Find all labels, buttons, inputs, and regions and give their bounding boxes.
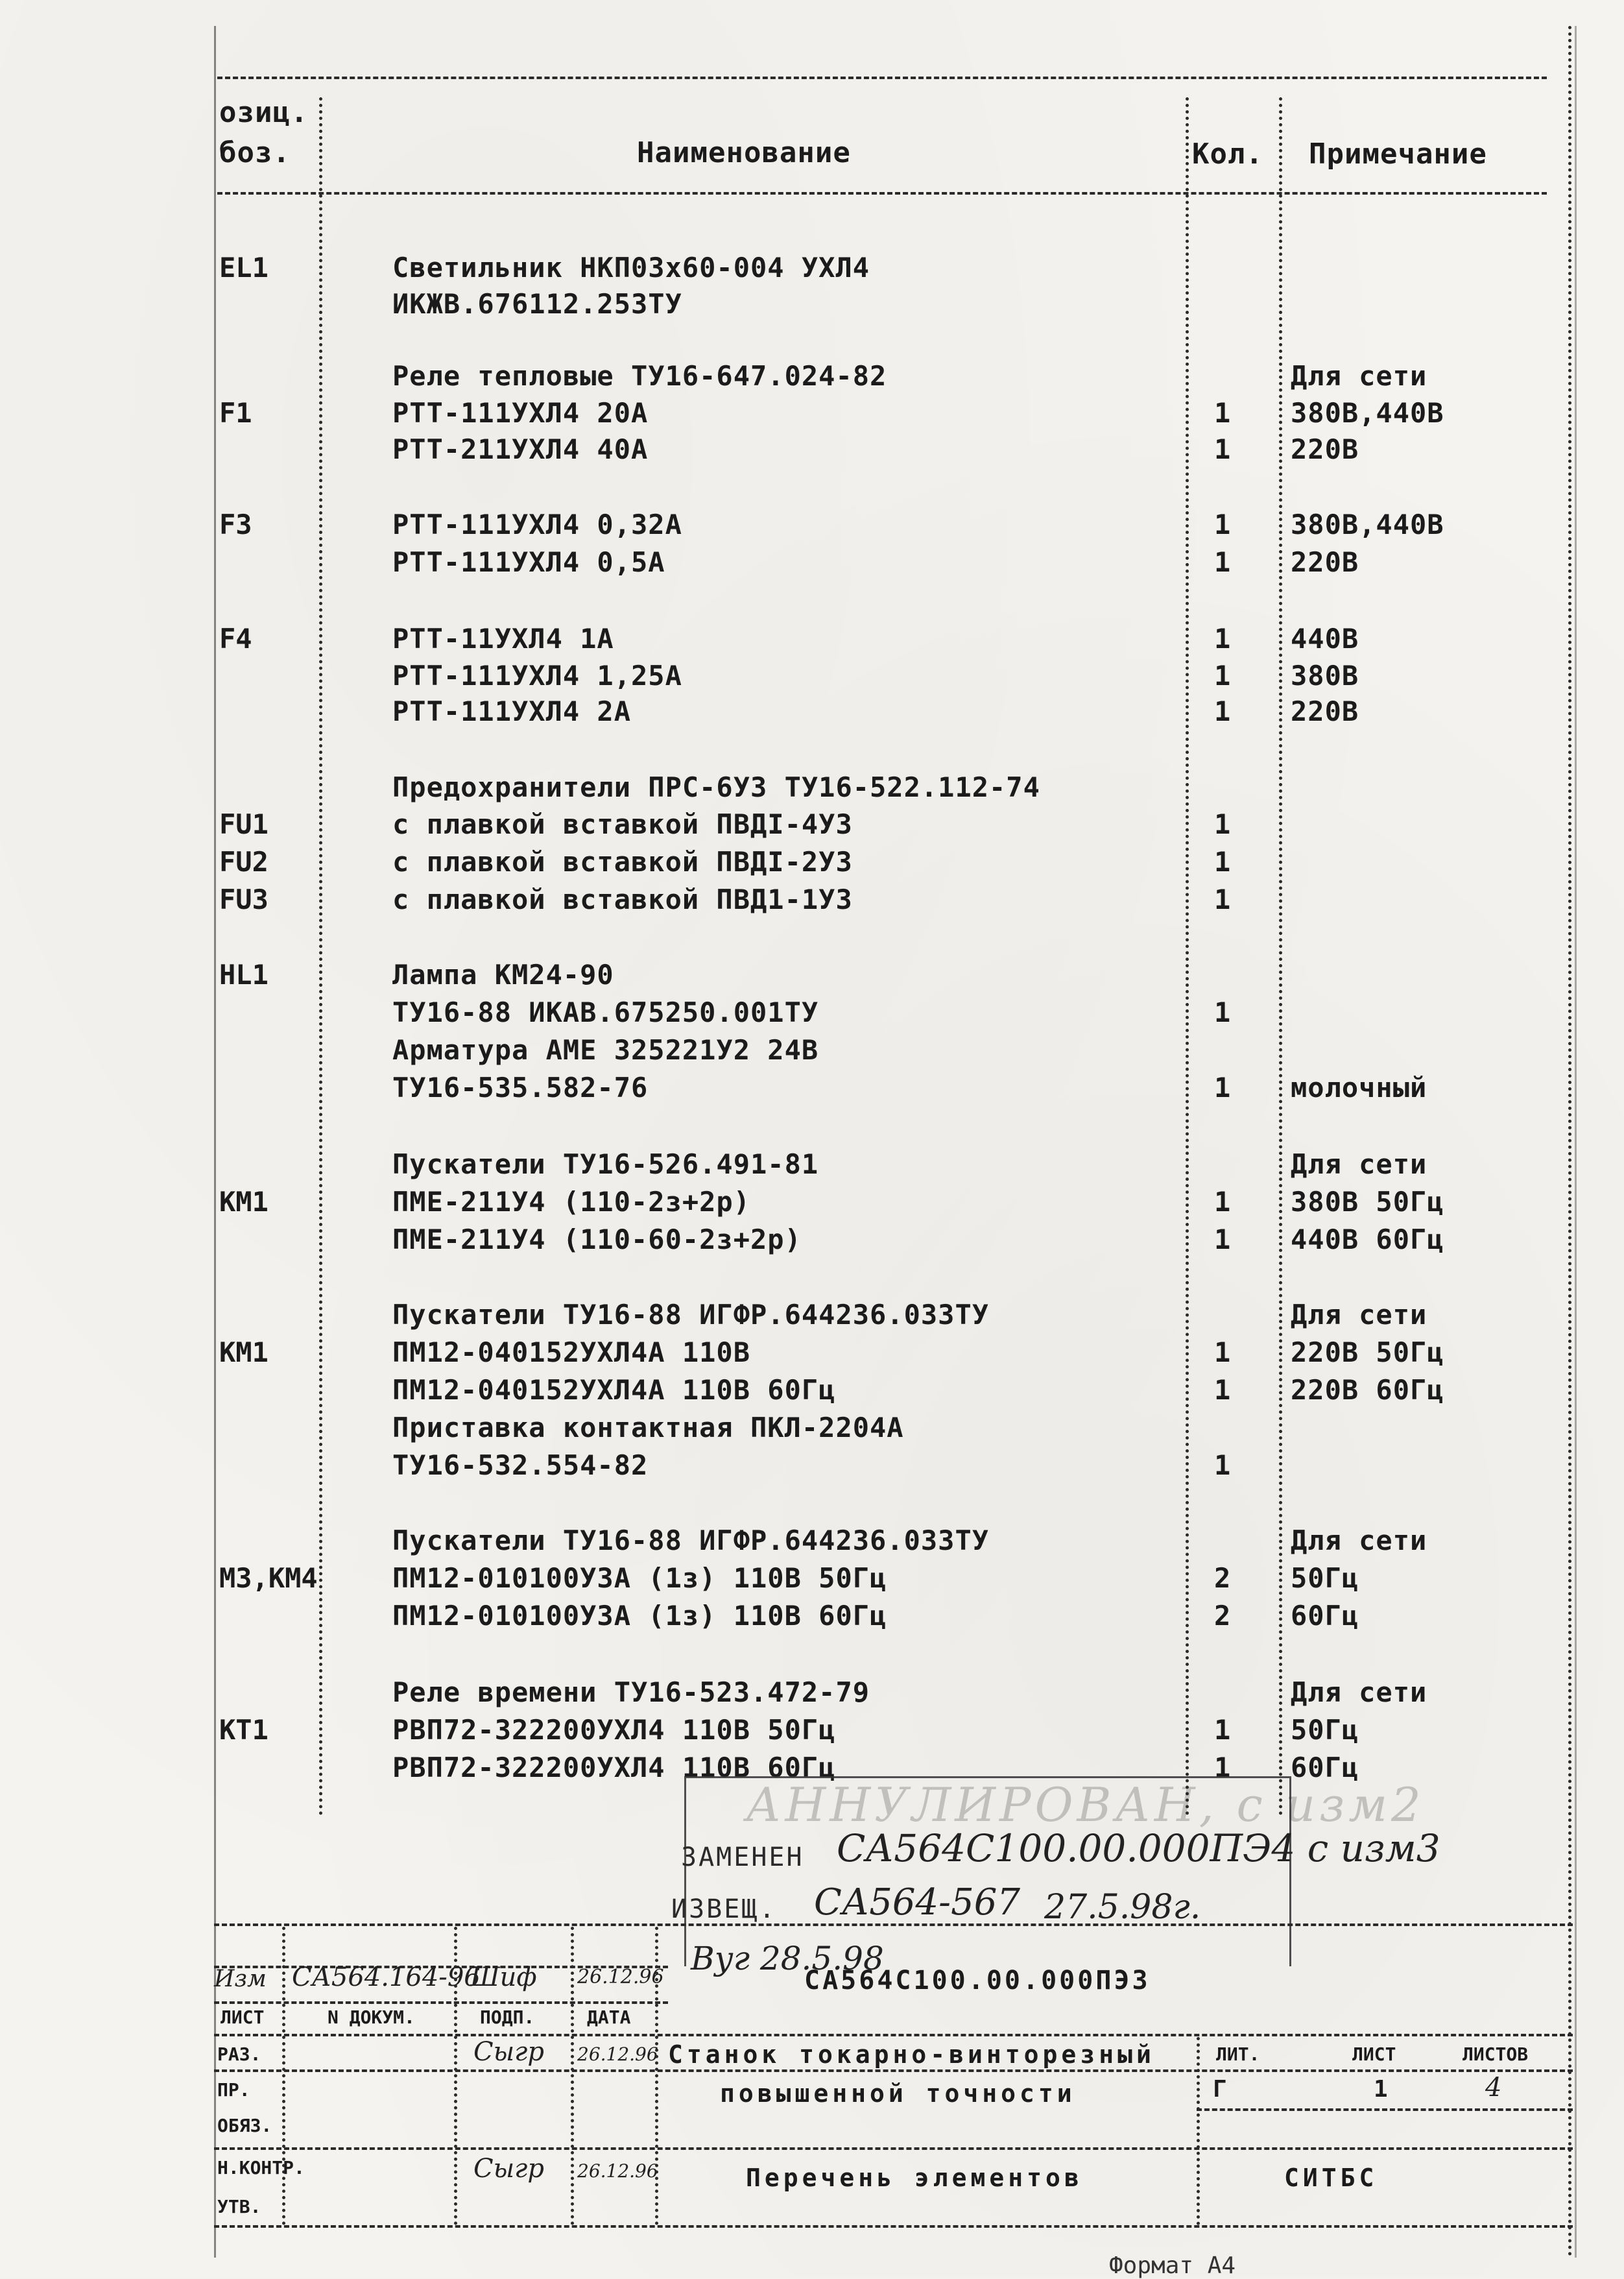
- row-name: Предохранители ПРС-6УЗ ТУ16-522.112-74: [392, 771, 1040, 803]
- divider-qty-note: [1279, 97, 1282, 1816]
- row-name: с плавкой вставкой ПВДI-2УЗ: [392, 846, 853, 878]
- tb-label-doc: N ДОКУМ.: [328, 2007, 415, 2028]
- row-quantity: 1: [1214, 1714, 1231, 1746]
- row-name: с плавкой вставкой ПВД1-1УЗ: [392, 884, 853, 915]
- row-quantity: 2: [1214, 1562, 1231, 1594]
- row-name: ТУ16-532.554-82: [392, 1449, 649, 1481]
- row-position: FU2: [219, 846, 269, 878]
- stamp-notice-date: 27.5.98г.: [1044, 1888, 1201, 1927]
- row-name: Лампа КМ24-90: [392, 959, 614, 991]
- tb-dev-sign: Сыгр: [473, 2037, 545, 2067]
- format-label: Формат А4: [1109, 2252, 1236, 2279]
- tb-sheets-value: 4: [1485, 2073, 1502, 2103]
- row-note: 220В: [1291, 546, 1359, 578]
- top-rule: [217, 77, 1547, 79]
- row-position: EL1: [219, 252, 269, 283]
- row-quantity: 1: [1214, 397, 1231, 429]
- row-position: HL1: [219, 959, 269, 991]
- row-note: Для сети: [1291, 360, 1427, 392]
- tb-sheet-label: ЛИСТ: [1352, 2044, 1396, 2065]
- row-note: 50Гц: [1291, 1562, 1359, 1594]
- row-quantity: 1: [1214, 546, 1231, 578]
- header-pos-line1: озиц.: [219, 96, 309, 129]
- row-quantity: 1: [1214, 1072, 1231, 1103]
- titleblock-lit-rule: [1197, 2108, 1573, 2111]
- row-name: ТУ16-535.582-76: [392, 1072, 649, 1103]
- tb-role-check: ПР.: [217, 2079, 250, 2101]
- stamp-replaced-label: ЗАМЕНЕН: [681, 1842, 804, 1872]
- titleblock-row-rule-1: [214, 2069, 1573, 2072]
- tb-title-line2: повышенной точности: [720, 2079, 1076, 2108]
- row-quantity: 1: [1214, 509, 1231, 540]
- row-name: ПМЕ-211У4 (110-60-2з+2р): [392, 1224, 802, 1255]
- tb-sheet-value: 1: [1374, 2076, 1388, 2103]
- row-quantity: 1: [1214, 1374, 1231, 1406]
- row-name: ПМ12-010100УЗА (1з) 110В 60Гц: [392, 1600, 887, 1632]
- row-name: Светильник НКП03х60-004 УХЛ4: [392, 252, 870, 283]
- row-quantity: 1: [1214, 1336, 1231, 1368]
- row-note: 440В 60Гц: [1291, 1224, 1444, 1255]
- row-note: молочный: [1291, 1072, 1427, 1103]
- titleblock-top-rule: [214, 1923, 1573, 1926]
- titleblock-bottom-rule: [214, 2225, 1573, 2228]
- tb-divider-1: [282, 1927, 285, 2225]
- row-position: FU3: [219, 884, 269, 915]
- divider-name-qty: [1186, 97, 1189, 1816]
- tb-role-dev: РАЗ.: [217, 2044, 261, 2065]
- tb-lit-label: ЛИТ.: [1216, 2044, 1260, 2065]
- row-name: РТТ-111УХЛ4 0,32А: [392, 509, 682, 540]
- tb-divider-5: [1197, 2037, 1200, 2225]
- row-name: ИКЖВ.676112.253ТУ: [392, 288, 682, 320]
- row-position: F3: [219, 509, 252, 540]
- tb-title-line1: Станок токарно-винторезный: [668, 2040, 1155, 2069]
- row-note: 220В 60Гц: [1291, 1374, 1444, 1406]
- tb-ctrl-date: 26.12.96: [577, 2160, 658, 2182]
- row-name: Реле времени ТУ16-523.472-79: [392, 1676, 870, 1708]
- row-name: Арматура АМЕ 325221У2 24В: [392, 1034, 819, 1066]
- titleblock-labels-rule: [214, 2034, 1573, 2036]
- tb-label-sign: ПОДП.: [480, 2007, 535, 2028]
- row-note: 220В: [1291, 695, 1359, 727]
- row-quantity: 1: [1214, 660, 1231, 692]
- tb-label-list: ЛИСТ: [221, 2007, 265, 2028]
- row-name: РТТ-111УХЛ4 2А: [392, 695, 632, 727]
- row-quantity: 1: [1214, 1186, 1231, 1218]
- row-quantity: 1: [1214, 846, 1231, 878]
- row-note: 60Гц: [1291, 1600, 1359, 1632]
- row-note: Для сети: [1291, 1676, 1427, 1708]
- tb-dev-date: 26.12.96: [577, 2044, 658, 2065]
- row-note: 380В: [1291, 660, 1359, 692]
- tb-rev-sign: Шиф: [470, 1962, 537, 1992]
- row-name: Пускатели ТУ16-88 ИГФР.644236.033ТУ: [392, 1299, 990, 1331]
- row-note: Для сети: [1291, 1525, 1427, 1556]
- row-position: FU1: [219, 808, 269, 840]
- titleblock-row-rule-3: [214, 2147, 1573, 2150]
- tb-divider-3: [571, 1927, 574, 2225]
- row-position: F1: [219, 397, 252, 429]
- stamp-title-faint: АННУЛИРОВАН, с изм2: [746, 1778, 1425, 1832]
- row-quantity: 1: [1214, 1224, 1231, 1255]
- row-name: ПМ12-010100УЗА (1з) 110В 50Гц: [392, 1562, 887, 1594]
- row-position: F4: [219, 623, 252, 655]
- row-note: 220В 50Гц: [1291, 1336, 1444, 1368]
- row-name: с плавкой вставкой ПВДI-4УЗ: [392, 808, 853, 840]
- right-edge-line: [1575, 26, 1577, 2258]
- row-quantity: 1: [1214, 1752, 1231, 1783]
- row-name: РТТ-211УХЛ4 40А: [392, 433, 649, 465]
- row-name: ПМ12-040152УХЛ4А 110В: [392, 1336, 751, 1368]
- row-name: Пускатели ТУ16-526.491-81: [392, 1148, 819, 1180]
- row-name: ПМ12-040152УХЛ4А 110В 60Гц: [392, 1374, 836, 1406]
- tb-label-date: ДАТА: [587, 2007, 631, 2028]
- row-position: КТ1: [219, 1714, 269, 1746]
- row-note: Для сети: [1291, 1148, 1427, 1180]
- row-note: 380В,440В: [1291, 509, 1444, 540]
- divider-pos-name: [319, 97, 322, 1816]
- row-note: 440В: [1291, 623, 1359, 655]
- header-note: Примечание: [1309, 138, 1487, 171]
- tb-org: СИТБС: [1284, 2164, 1378, 2192]
- tb-ctrl-sign: Сыгр: [473, 2154, 545, 2184]
- row-name: РТТ-11УХЛ4 1А: [392, 623, 614, 655]
- header-qty: Кол.: [1192, 138, 1263, 171]
- row-name: РВП72-322200УХЛ4 110В 60Гц: [392, 1752, 836, 1783]
- row-name: РТТ-111УХЛ4 1,25А: [392, 660, 682, 692]
- row-note: 220В: [1291, 433, 1359, 465]
- tb-role-resp: ОБЯЗ.: [217, 2115, 272, 2136]
- tb-sheets-label: ЛИСТОВ: [1463, 2044, 1529, 2065]
- stamp-notice-label: ИЗВЕЩ.: [671, 1894, 777, 1924]
- row-name: Пускатели ТУ16-88 ИГФР.644236.033ТУ: [392, 1525, 990, 1556]
- tb-rev-izm: Изм: [214, 1966, 267, 1992]
- row-name: ПМЕ-211У4 (110-2з+2р): [392, 1186, 751, 1218]
- tb-title-line3: Перечень элементов: [746, 2164, 1083, 2192]
- row-quantity: 1: [1214, 433, 1231, 465]
- stamp-notice-value: СА564-567: [814, 1881, 1020, 1923]
- row-name: РВП72-322200УХЛ4 110В 50Гц: [392, 1714, 836, 1746]
- row-note: 380В 50Гц: [1291, 1186, 1444, 1218]
- row-position: КМ1: [219, 1336, 269, 1368]
- row-note: 60Гц: [1291, 1752, 1359, 1783]
- row-quantity: 1: [1214, 808, 1231, 840]
- tb-lit-value: Г: [1213, 2076, 1227, 2103]
- tb-role-ncontrol: Н.КОНТР.: [217, 2157, 305, 2178]
- row-name: Приставка контактная ПКЛ-2204А: [392, 1412, 904, 1443]
- row-name: РТТ-111УХЛ4 20А: [392, 397, 649, 429]
- tb-designation: СА564С100.00.000ПЭЗ: [804, 1966, 1151, 1996]
- header-pos-line2: боз.: [219, 136, 291, 169]
- row-note: 380В,440В: [1291, 397, 1444, 429]
- stamp-replaced-value: СА564С100.00.000ПЭ4 с изм3: [837, 1826, 1440, 1870]
- row-name: ТУ16-88 ИКАВ.675250.001ТУ: [392, 996, 819, 1028]
- tb-role-approve: УТВ.: [217, 2196, 261, 2217]
- row-quantity: 1: [1214, 996, 1231, 1028]
- tb-rev-date: 26.12.96: [577, 1966, 664, 1988]
- row-position: М3,КМ4: [219, 1562, 318, 1594]
- header-name: Наименование: [637, 136, 851, 169]
- header-bottom-rule: [217, 192, 1547, 195]
- row-note: 50Гц: [1291, 1714, 1359, 1746]
- row-name: РТТ-111УХЛ4 0,5А: [392, 546, 665, 578]
- row-note: Для сети: [1291, 1299, 1427, 1331]
- row-quantity: 2: [1214, 1600, 1231, 1632]
- row-quantity: 1: [1214, 623, 1231, 655]
- tb-rev-notice: СА564.164-96: [292, 1962, 481, 1992]
- row-quantity: 1: [1214, 884, 1231, 915]
- divider-right: [1568, 26, 1571, 2258]
- row-name: Реле тепловые ТУ16-647.024-82: [392, 360, 887, 392]
- row-quantity: 1: [1214, 1449, 1231, 1481]
- stamp-signature: Вуг 28.5.98: [691, 1940, 884, 1977]
- row-position: КМ1: [219, 1186, 269, 1218]
- left-edge-line: [214, 26, 216, 2258]
- row-quantity: 1: [1214, 695, 1231, 727]
